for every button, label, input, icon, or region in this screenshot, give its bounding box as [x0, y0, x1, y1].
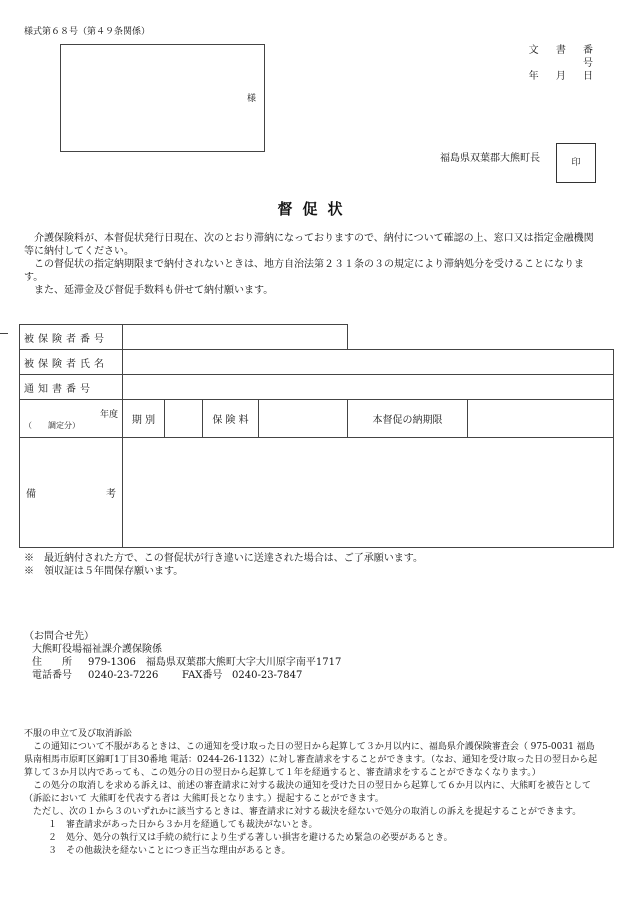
- notes: [24, 552, 423, 578]
- assessed-label: （ 調定分）: [24, 420, 80, 430]
- intro-paragraph: 介護保険料が、本督促状発行日現在、次のとおり滞納になっておりますので、納付について確認の上、窓口又は指定金融機関等に納付してください。: [24, 233, 594, 257]
- insured-name-value: [123, 350, 614, 375]
- addressee-box: [60, 44, 265, 152]
- remarks-label-2: 考: [106, 489, 116, 500]
- remarks-value: [123, 438, 614, 548]
- fax-label: FAX番号: [182, 670, 223, 681]
- fiscal-year-label: 年度: [99, 409, 118, 420]
- document-number-block: [505, 44, 600, 83]
- fiscal-year-cell: [20, 400, 123, 438]
- insured-number-value: [123, 325, 348, 350]
- issuer-name: 福島県双葉郡大熊町長: [440, 153, 540, 164]
- period-label: 期 別: [123, 400, 165, 438]
- seal-box: [556, 143, 596, 183]
- contact-address: 979-1306 福島県双葉郡大熊町大字大川原字南平1717: [88, 657, 342, 668]
- contact-phone: 0240-23-7226: [88, 670, 159, 681]
- form-number: 様式第６８号（第４９条関係）: [24, 27, 151, 37]
- fold-mark: [0, 333, 8, 334]
- contact-office: 大熊町役場福祉課介護保険係: [32, 644, 162, 655]
- table-blank: [348, 325, 614, 350]
- note-item: ※ 領収証は５年間保存願います。: [24, 566, 184, 577]
- appeal-paragraph-3: ただし、次の１から３のいずれかに該当するときは、審査請求に対する裁決を経ないで処分の取消しの訴えを提起することができます。: [33, 807, 582, 817]
- addressee-honorific: 様: [246, 94, 256, 104]
- period-value: [165, 400, 203, 438]
- premium-label: 保 険 料: [203, 400, 259, 438]
- deadline-value: [468, 400, 614, 438]
- insured-number-label: 被保険者番号: [20, 325, 123, 350]
- info-table: [19, 324, 614, 548]
- appeal-paragraph-1: この通知について不服があるときは、この通知を受け取った日の翌日から起算して３か月以内に、福島県介護保険審査会（ 975-0031 福島県南相馬市原町区錦町1丁目30番地 電話：0244-26-1132）に対し審査請求をすることができます。（なお、通知を受け取った日の翌日から起算して３か月以内であっても、この処分の日の翌日から起算して１年を経過すると、審査請求をすることができなくなります。）: [24, 742, 598, 778]
- notice-number-value: [123, 375, 614, 400]
- intro-paragraph: この督促状の指定納期限まで納付されないときは、地方自治法第２３１条の３の規定により滞納処分を受けることになります。: [24, 259, 584, 283]
- address-label: 住 所: [32, 657, 72, 668]
- note-item: ※ 最近納付された方で、この督促状が行き違いに送達された場合は、ご了承願います。: [24, 553, 423, 564]
- contact-fax: 0240-23-7847: [232, 670, 303, 681]
- remarks-label-1: 備: [26, 489, 36, 500]
- appeal-heading: 不服の申立て及び取消訴訟: [24, 729, 133, 739]
- contact-heading: （お問合せ先）: [24, 631, 94, 642]
- deadline-label: 本督促の納期限: [348, 400, 468, 438]
- notice-number-label: 通知書番号: [20, 375, 123, 400]
- appeal-item: ３ その他裁決を経ないことにつき正当な理由があるとき。: [48, 846, 291, 856]
- premium-value: [259, 400, 348, 438]
- contact-block: [24, 630, 341, 682]
- seal-label: 印: [571, 157, 581, 168]
- date-label: 年 月 日: [528, 71, 600, 82]
- intro-text: [24, 232, 602, 297]
- appeal-item: ２ 処分、処分の執行又は手続の続行により生ずる著しい損害を避けるため緊急の必要があるとき。: [48, 833, 453, 843]
- remarks-label-cell: [20, 438, 123, 548]
- appeal-item: １ 審査請求があった日から３か月を経過しても裁決がないとき。: [48, 820, 318, 830]
- phone-label: 電話番号: [32, 670, 72, 681]
- document-title: 督促状: [277, 200, 353, 218]
- intro-paragraph: また、延滞金及び督促手数料も併せて納付願います。: [34, 285, 274, 296]
- appeal-paragraph-2: この処分の取消しを求める訴えは、前述の審査請求に対する裁決の通知を受けた日の翌日から起算して６か月以内に、大熊町を被告として（訴訟において 大熊町を代表する者は 大熊町長となります。）提起することができます。: [24, 781, 592, 804]
- insured-name-label: 被保険者氏名: [20, 350, 123, 375]
- document-number-label: 文 書 番 号: [528, 45, 600, 69]
- appeal-section: [24, 728, 602, 858]
